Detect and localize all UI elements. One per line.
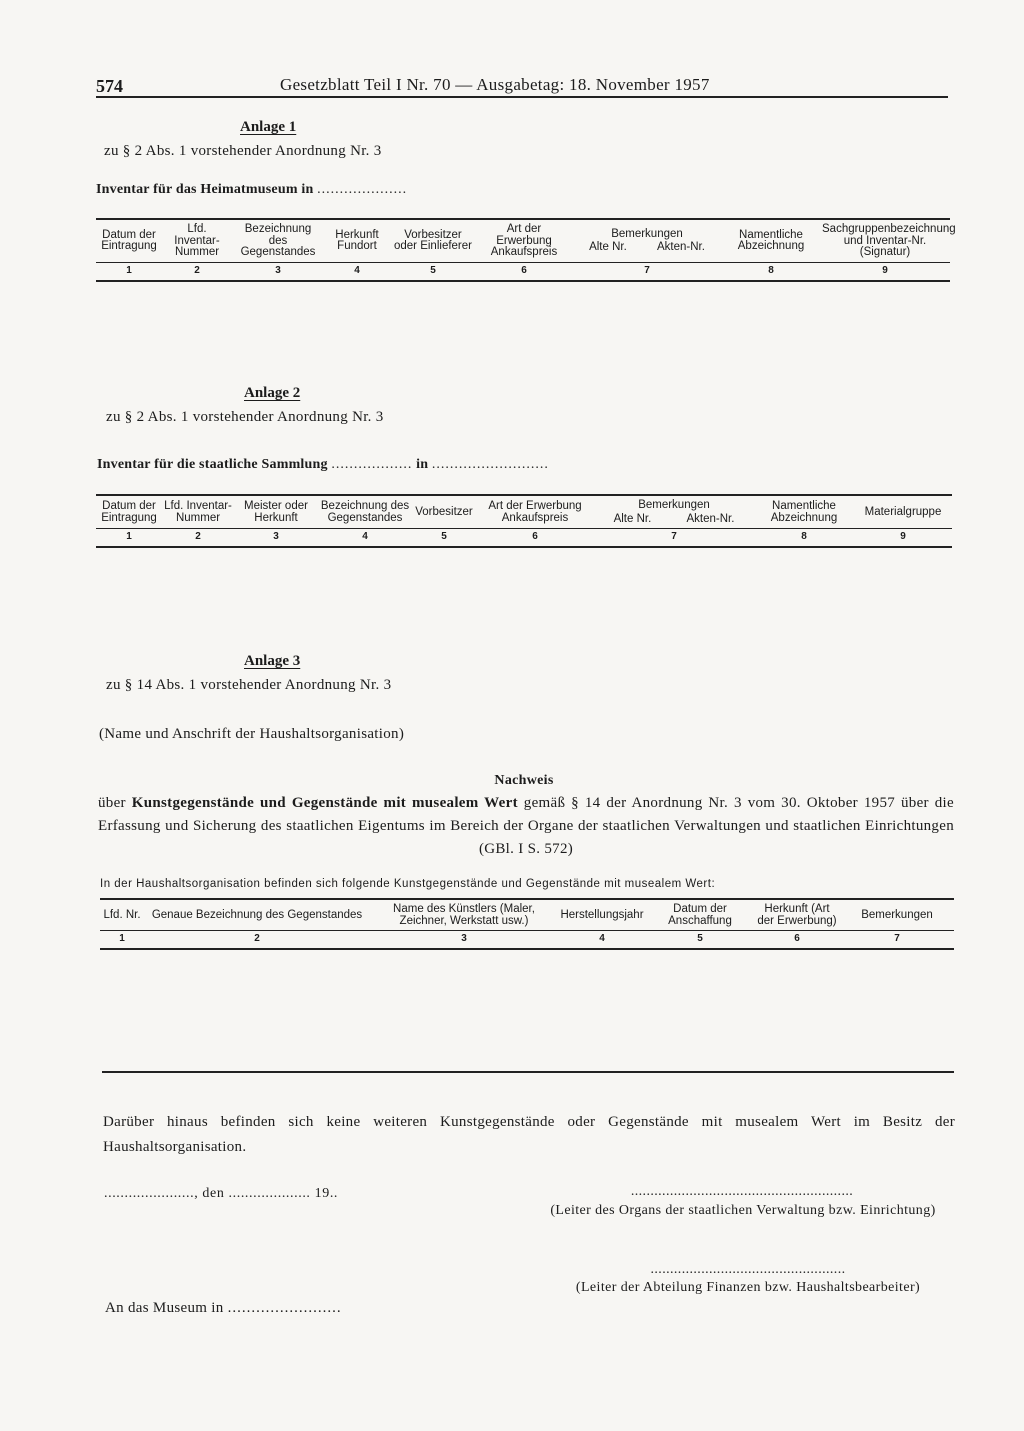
anlage-2-header-row — [96, 495, 952, 529]
anlage-1-title: Anlage 1 — [240, 119, 297, 135]
col-number: 5 — [430, 264, 436, 276]
anlage-3-table — [100, 898, 954, 950]
bemerkungen-label: Bemerkungen — [638, 499, 710, 511]
col-number: 4 — [599, 933, 605, 944]
col-number: 7 — [894, 933, 900, 944]
col-abzeichnung: Namentliche Abzeichnung — [770, 500, 838, 524]
signature-label-2: (Leiter der Abteilung Finanzen bzw. Haushaltsbearbeiter) — [575, 1280, 921, 1295]
col-bezeichnung: Bezeichnung des Gegenstandes — [240, 223, 316, 258]
col-number: 8 — [801, 531, 807, 542]
col-bezeichnung: Bezeichnung des Gegenstandes — [320, 500, 410, 524]
col-number: 4 — [362, 531, 368, 542]
col-number: 9 — [900, 531, 906, 542]
table-intro: In der Haushaltsorganisation befinden sich folgende Kunstgegenstände und Gegenstände mit musealem Wert: — [100, 878, 716, 890]
col-number: 6 — [521, 264, 527, 276]
col-number: 3 — [461, 933, 467, 944]
col-number: 1 — [126, 531, 132, 542]
col-number: 7 — [671, 531, 677, 542]
inventory-in: in — [416, 457, 429, 472]
inventory-dots: .................. — [331, 457, 413, 472]
col-datum: Datum der Eintragung — [101, 500, 157, 524]
akten-nr-label: Akten-Nr. — [656, 241, 705, 254]
col-number: 9 — [882, 264, 888, 276]
col-number: 6 — [532, 531, 538, 542]
col-bemerkungen — [572, 219, 722, 262]
akten-nr-label: Akten-Nr. — [686, 512, 735, 525]
col-bemerkungen — [594, 495, 754, 529]
col-number: 2 — [195, 531, 201, 542]
col-herkunft: Herkunft (Art der Erwerbung) — [757, 903, 837, 927]
anlage-3-reference: zu § 14 Abs. 1 vorstehender Anordnung Nr. 3 — [106, 677, 392, 693]
anlage-1-inventory-title — [96, 182, 407, 198]
col-anschaffung: Datum der Anschaffung — [668, 903, 732, 927]
anlage-3-title: Anlage 3 — [244, 653, 301, 669]
col-kuenstler: Name des Künstlers (Maler, Zeichner, Werkstatt usw.) — [393, 903, 535, 927]
col-number: 5 — [441, 531, 447, 542]
col-bemerkungen: Bemerkungen — [861, 908, 933, 921]
col-number: 6 — [794, 933, 800, 944]
nachweis-rest: gemäß § 14 der Anordnung Nr. 3 vom 30. Oktober 1957 über die Erfassung und Sicherung des staatlichen Eigentums im Bereich der Organe der staatlichen Verwaltungen und staatlichen Einrichtungen (GBl. I S. 572) — [98, 795, 954, 857]
anlage-2-title: Anlage 2 — [244, 385, 301, 401]
inventory-dots: .......................... — [431, 457, 549, 472]
col-number: 5 — [697, 933, 703, 944]
museum-dots: ........................ — [227, 1300, 342, 1316]
inventory-title-text: Inventar für die staatliche Sammlung — [97, 457, 328, 472]
anlage-2-reference: zu § 2 Abs. 1 vorstehender Anordnung Nr. 3 — [106, 409, 384, 425]
anlage-1-table — [96, 218, 956, 282]
anlage-2-table — [96, 494, 952, 548]
table-end-rule — [102, 1071, 954, 1073]
inventory-title-text: Inventar für das Heimatmuseum in — [96, 182, 314, 197]
col-vorbesitzer: Vorbesitzer oder Einlieferer — [394, 228, 472, 253]
col-herkunft: Herkunft Fundort — [335, 228, 379, 253]
page-number: 574 — [96, 76, 123, 96]
nachweis-paragraph — [98, 792, 954, 861]
museum-label: An das Museum in — [105, 1300, 224, 1316]
nachweis-title: Nachweis — [494, 773, 554, 788]
col-bezeichnung: Genaue Bezeichnung des Gegenstandes — [151, 908, 363, 921]
table-row — [96, 262, 950, 281]
nachweis-bold: Kunstgegenstände und Gegenstände mit musealem Wert — [131, 795, 518, 811]
col-number: 2 — [194, 264, 200, 276]
col-signatur: Sachgruppenbezeichnung und Inventar-Nr. (Signatur) — [822, 223, 956, 258]
anlage-1-reference: zu § 2 Abs. 1 vorstehender Anordnung Nr. 3 — [104, 143, 382, 159]
signature-line-2: .................................................. — [650, 1262, 846, 1277]
col-datum: Datum der Eintragung — [101, 228, 157, 253]
col-materialgruppe: Materialgruppe — [864, 505, 942, 518]
signature-line-1: ......................................................... — [630, 1184, 854, 1199]
col-number: 4 — [354, 264, 360, 276]
anlage-2-inventory-title — [97, 457, 549, 473]
signature-label-1: (Leiter des Organs der staatlichen Verwaltung bzw. Einrichtung) — [550, 1203, 936, 1218]
col-vorbesitzer: Vorbesitzer — [415, 505, 473, 518]
bemerkungen-label: Bemerkungen — [611, 227, 683, 240]
col-number: 7 — [644, 264, 650, 276]
anlage-3-header-row — [100, 899, 954, 931]
col-art-erwerbung: Art der Erwerbung Ankaufspreis — [490, 223, 558, 258]
nachweis-pre: über — [98, 795, 126, 811]
statement-paragraph: Darüber hinaus befinden sich keine weiteren Kunstgegenstände oder Gegenstände mit musealem Wert im Besitz der Haushaltsorganisation. — [103, 1114, 955, 1155]
org-label: (Name und Anschrift der Haushaltsorganisation) — [99, 726, 405, 742]
museum-line — [105, 1300, 342, 1317]
col-number: 2 — [254, 933, 260, 944]
alte-nr-label: Alte Nr. — [589, 241, 627, 254]
col-meister: Meister oder Herkunft — [244, 500, 308, 524]
header-rule — [96, 96, 948, 98]
inventory-dots: .................... — [317, 182, 408, 197]
col-lfd-nr: Lfd. Nr. — [103, 908, 141, 921]
col-herstellungsjahr: Herstellungsjahr — [560, 908, 644, 921]
col-number: 3 — [273, 531, 279, 542]
col-number: 1 — [126, 264, 132, 276]
col-inventar-nummer: Lfd. Inventar-Nummer — [164, 500, 232, 524]
col-number: 1 — [119, 933, 125, 944]
col-art-erwerbung: Art der Erwerbung Ankaufspreis — [488, 500, 582, 524]
anlage-1-header-row — [96, 219, 950, 262]
table-row — [100, 931, 954, 950]
running-title: Gesetzblatt Teil I Nr. 70 — Ausgabetag: 18. November 1957 — [280, 75, 710, 94]
col-number: 8 — [768, 264, 774, 276]
table-row — [96, 529, 952, 548]
col-abzeichnung: Namentliche Abzeichnung — [737, 228, 805, 253]
place-date-line: ......................, den .................... 19.. — [104, 1186, 339, 1201]
col-inventar-nummer: Lfd. Inventar-Nummer — [174, 223, 220, 258]
alte-nr-label: Alte Nr. — [613, 512, 652, 525]
col-number: 3 — [275, 264, 281, 276]
